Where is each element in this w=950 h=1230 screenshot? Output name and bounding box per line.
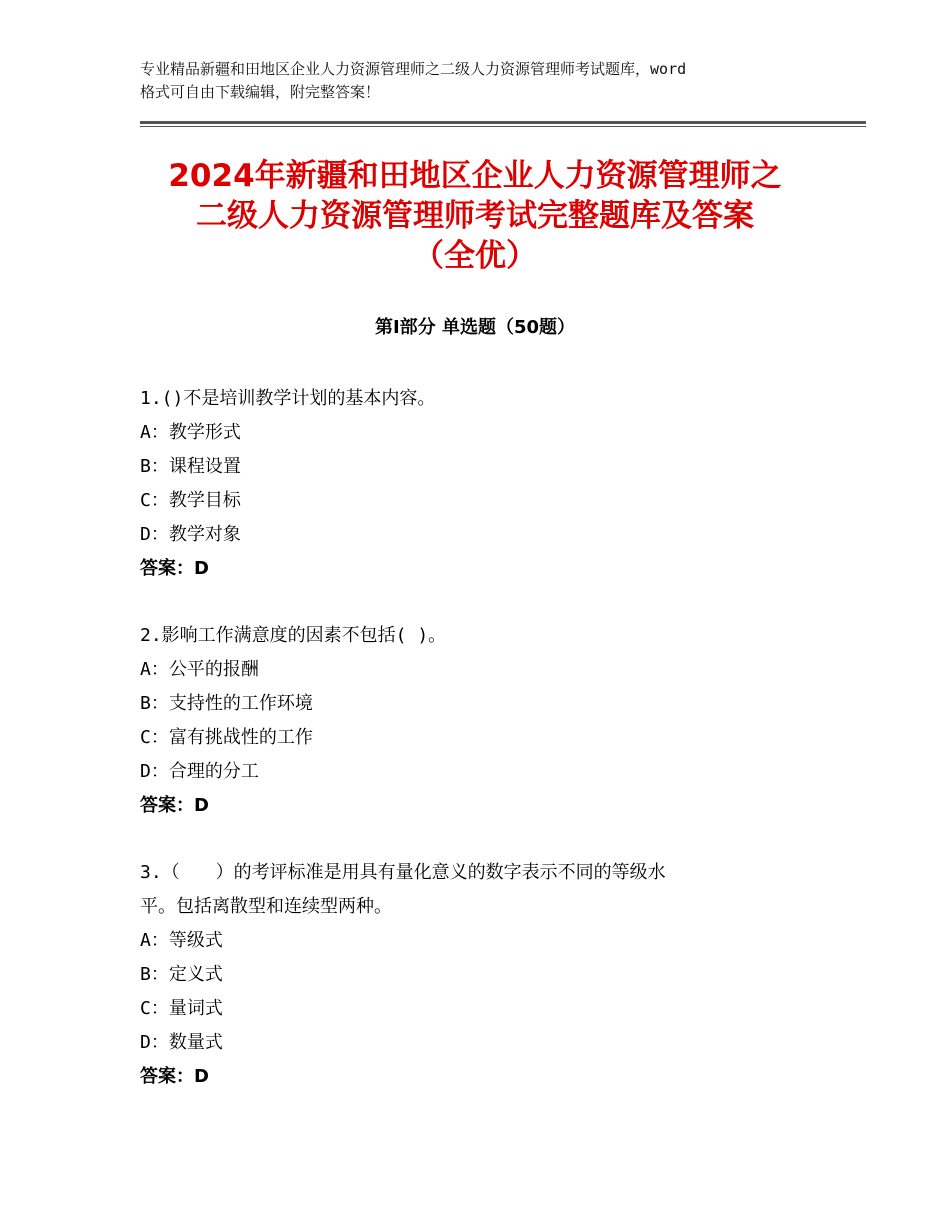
title-line-2: 二级人力资源管理师考试完整题库及答案 — [196, 198, 754, 234]
question-text-line-2: 平。包括离散型和连续型两种。 — [140, 896, 392, 917]
document-title — [120, 156, 830, 276]
answer: 答案：D — [140, 1066, 209, 1087]
option-b: B：课程设置 — [140, 456, 241, 477]
question-text-line-1: 3.（ ）的考评标准是用具有量化意义的数字表示不同的等级水 — [140, 862, 666, 883]
question-text: 2.影响工作满意度的因素不包括( )。 — [140, 625, 447, 646]
answer: 答案：D — [140, 558, 209, 579]
option-b: B：定义式 — [140, 964, 223, 985]
header-note-line-2: 格式可自由下载编辑，附完整答案！ — [140, 83, 381, 101]
title-line-3: （全优） — [413, 238, 537, 274]
option-b: B：支持性的工作环境 — [140, 693, 313, 714]
question-list — [140, 382, 820, 1127]
question-text: 1.()不是培训教学计划的基本内容。 — [140, 388, 436, 409]
option-d: D：数量式 — [140, 1032, 223, 1053]
header-divider-thick — [140, 121, 866, 124]
option-c: C：量词式 — [140, 998, 223, 1019]
question-1 — [140, 382, 820, 586]
header-note-line-1: 专业精品新疆和田地区企业人力资源管理师之二级人力资源管理师考试题库，word — [140, 60, 687, 78]
question-2 — [140, 619, 820, 823]
section-title: 第Ⅰ部分 单选题（50题） — [374, 317, 575, 338]
title-line-1: 2024年新疆和田地区企业人力资源管理师之 — [168, 158, 782, 194]
option-d: D：教学对象 — [140, 524, 241, 545]
option-d: D：合理的分工 — [140, 761, 259, 782]
header-divider-thin — [140, 126, 866, 127]
option-c: C：富有挑战性的工作 — [140, 727, 313, 748]
option-a: A：教学形式 — [140, 422, 241, 443]
header-note — [140, 58, 840, 104]
question-3 — [140, 856, 820, 1094]
option-a: A：等级式 — [140, 930, 223, 951]
option-a: A：公平的报酬 — [140, 659, 259, 680]
option-c: C：教学目标 — [140, 490, 241, 511]
answer: 答案：D — [140, 795, 209, 816]
